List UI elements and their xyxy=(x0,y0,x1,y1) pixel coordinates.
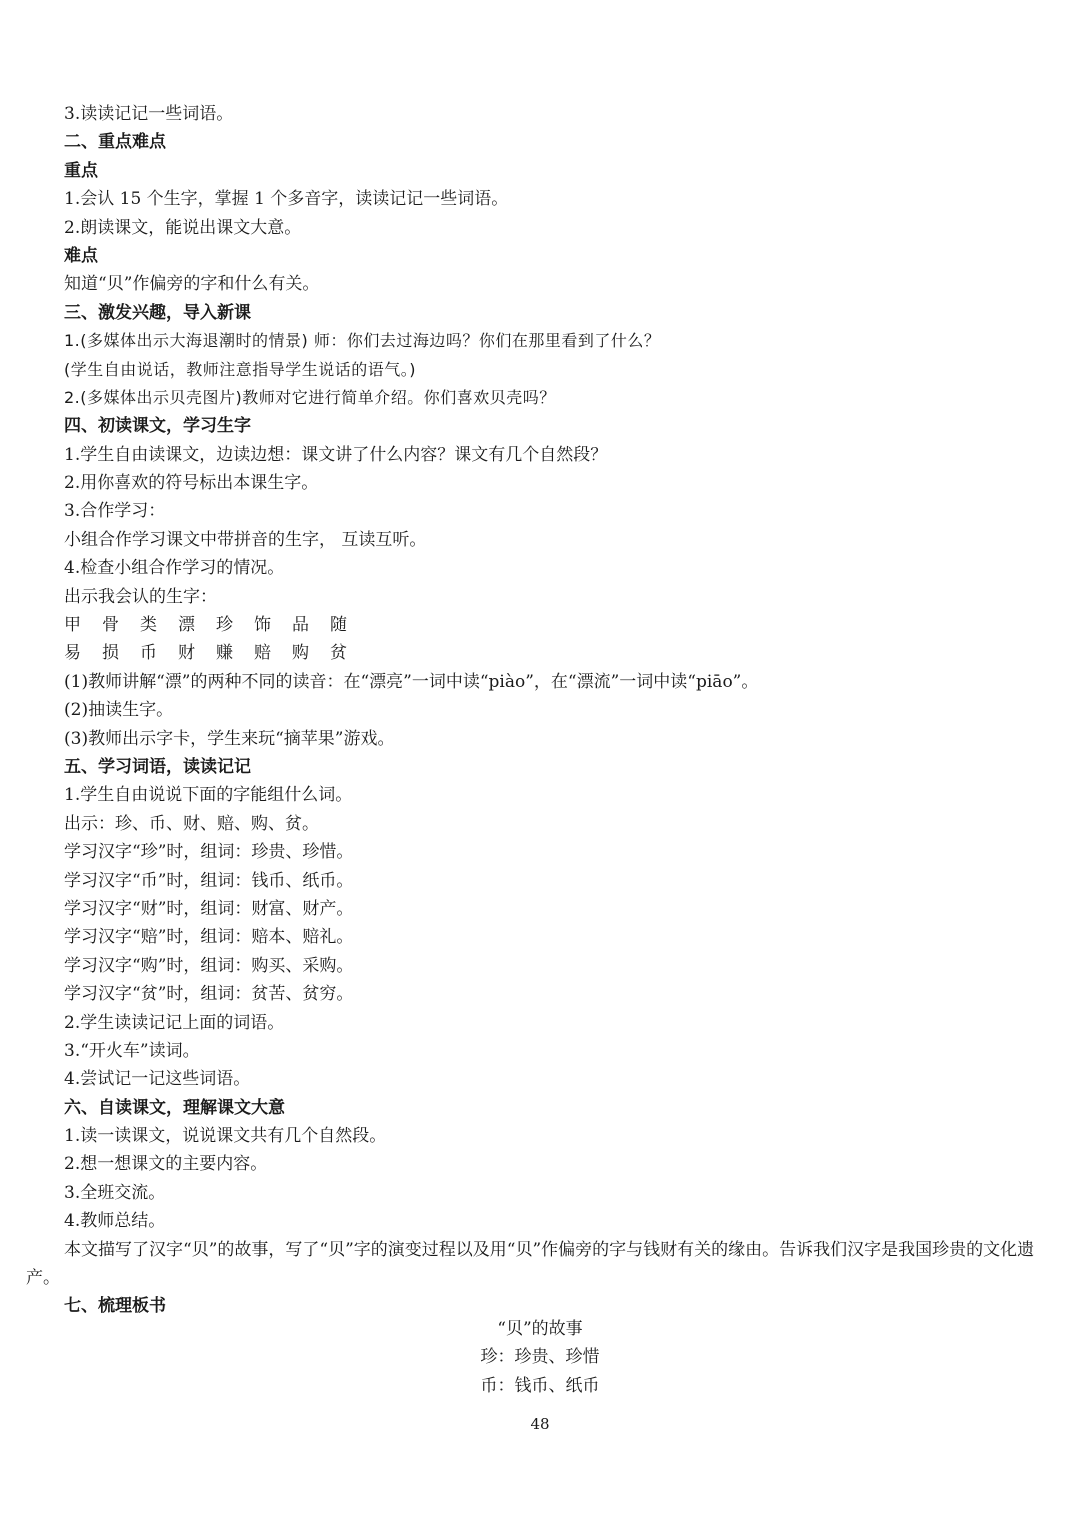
intro-step-2: 2.(多媒体出示贝壳图片)教师对它进行简单介绍。你们喜欢贝壳吗？ xyxy=(64,387,556,407)
vocab-word-line: 学习汉字“赔”时，组词：赔本、赔礼。 xyxy=(64,927,354,948)
vocab-step-3: 3.“开火车”读词。 xyxy=(64,1040,200,1061)
self-reading-step-2: 2.想一想课文的主要内容。 xyxy=(64,1154,268,1175)
sub-step-2: (2)抽读生字。 xyxy=(64,700,174,721)
section-heading-key-points: 二、重点难点 xyxy=(64,132,166,153)
character: 随 xyxy=(330,615,347,636)
vocab-step-4: 4.尝试记一记这些词语。 xyxy=(64,1069,251,1090)
character-row-1 xyxy=(64,611,1064,639)
character: 财 xyxy=(178,643,195,664)
board-line: 珍：珍贵、珍惜 xyxy=(480,1347,600,1368)
character: 甲 xyxy=(64,615,81,636)
self-reading-step-3: 3.全班交流。 xyxy=(64,1182,166,1203)
summary-paragraph: 本文描写了汉字“贝”的故事，写了“贝”字的演变过程以及用“贝”作偏旁的字与钱财有关的缘由。告诉我们汉字是我国珍贵的文化遗产。 xyxy=(26,1239,1035,1289)
vocab-word-line: 学习汉字“贫”时，组词：贫苦、贫穷。 xyxy=(64,984,354,1005)
blackboard-summary xyxy=(0,1315,1080,1400)
section-heading-intro: 三、激发兴趣，导入新课 xyxy=(64,302,251,323)
character: 品 xyxy=(292,615,309,636)
pronunciation-note: (1)教师讲解“漂”的两种不同的读音：在“漂亮”一词中读“piào”，在“漂流”一词中读“piāo”。 xyxy=(64,671,759,692)
intro-note: (学生自由说话，教师注意指导学生说话的语气。) xyxy=(64,359,416,379)
lesson-plan-body xyxy=(26,100,1064,1321)
character: 珍 xyxy=(216,615,233,636)
character: 损 xyxy=(102,643,119,664)
subheading-focus: 重点 xyxy=(64,160,98,181)
section-heading-board: 七、梳理板书 xyxy=(64,1296,166,1317)
character: 饰 xyxy=(254,615,271,636)
vocab-word-line: 学习汉字“购”时，组词：购买、采购。 xyxy=(64,955,354,976)
vocab-step-1: 1.学生自由说说下面的字能组什么词。 xyxy=(64,785,353,806)
character: 赚 xyxy=(216,643,233,664)
self-reading-step-4: 4.教师总结。 xyxy=(64,1211,166,1232)
reading-step-1: 1.学生自由读课文，边读边想：课文讲了什么内容？课文有几个自然段？ xyxy=(64,444,608,465)
sub-step-3: (3)教师出示字卡，学生来玩“摘苹果”游戏。 xyxy=(64,728,395,749)
vocab-word-line: 学习汉字“币”时，组词：钱币、纸币。 xyxy=(64,870,354,891)
character: 类 xyxy=(140,615,157,636)
objective-3: 3.读读记记一些词语。 xyxy=(64,104,234,124)
section-heading-self-reading: 六、自读课文，理解课文大意 xyxy=(64,1097,285,1118)
vocab-word-line: 学习汉字“珍”时，组词：珍贵、珍惜。 xyxy=(64,842,354,863)
character: 贫 xyxy=(330,643,347,664)
group-study-text: 小组合作学习课文中带拼音的生字， 互读互听。 xyxy=(64,529,427,550)
vocab-word-line: 学习汉字“财”时，组词：财富、财产。 xyxy=(64,898,354,919)
character: 币 xyxy=(140,643,157,664)
vocab-show: 出示：珍、币、财、赔、购、贫。 xyxy=(64,813,319,834)
reading-step-2: 2.用你喜欢的符号标出本课生字。 xyxy=(64,473,319,494)
focus-item-1: 1.会认 15 个生字，掌握 1 个多音字，读读记记一些词语。 xyxy=(64,189,509,210)
subheading-difficulty: 难点 xyxy=(64,245,98,266)
character: 漂 xyxy=(178,615,195,636)
self-reading-step-1: 1.读一读课文，说说课文共有几个自然段。 xyxy=(64,1126,387,1147)
intro-step-1: 1.(多媒体出示大海退潮时的情景) 师：你们去过海边吗？你们在那里看到了什么？ xyxy=(64,331,661,351)
board-title: “贝”的故事 xyxy=(497,1319,583,1339)
character: 易 xyxy=(64,643,81,664)
reading-step-4: 4.检查小组合作学习的情况。 xyxy=(64,558,285,579)
focus-item-2: 2.朗读课文，能说出课文大意。 xyxy=(64,217,302,238)
page-number: 48 xyxy=(530,1415,550,1433)
reading-step-3: 3.合作学习： xyxy=(64,501,166,522)
board-line: 币：钱币、纸币 xyxy=(480,1375,600,1396)
character: 赔 xyxy=(254,643,271,664)
difficulty-item: 知道“贝”作偏旁的字和什么有关。 xyxy=(64,274,320,295)
section-heading-first-reading: 四、初读课文，学习生字 xyxy=(64,416,251,437)
character: 骨 xyxy=(102,615,119,636)
section-heading-vocabulary: 五、学习词语，读读记记 xyxy=(64,756,251,777)
show-characters-label: 出示我会认的生字： xyxy=(64,586,217,607)
character-row-2 xyxy=(64,639,1064,667)
character: 购 xyxy=(292,643,309,664)
vocab-step-2: 2.学生读读记记上面的词语。 xyxy=(64,1012,285,1033)
